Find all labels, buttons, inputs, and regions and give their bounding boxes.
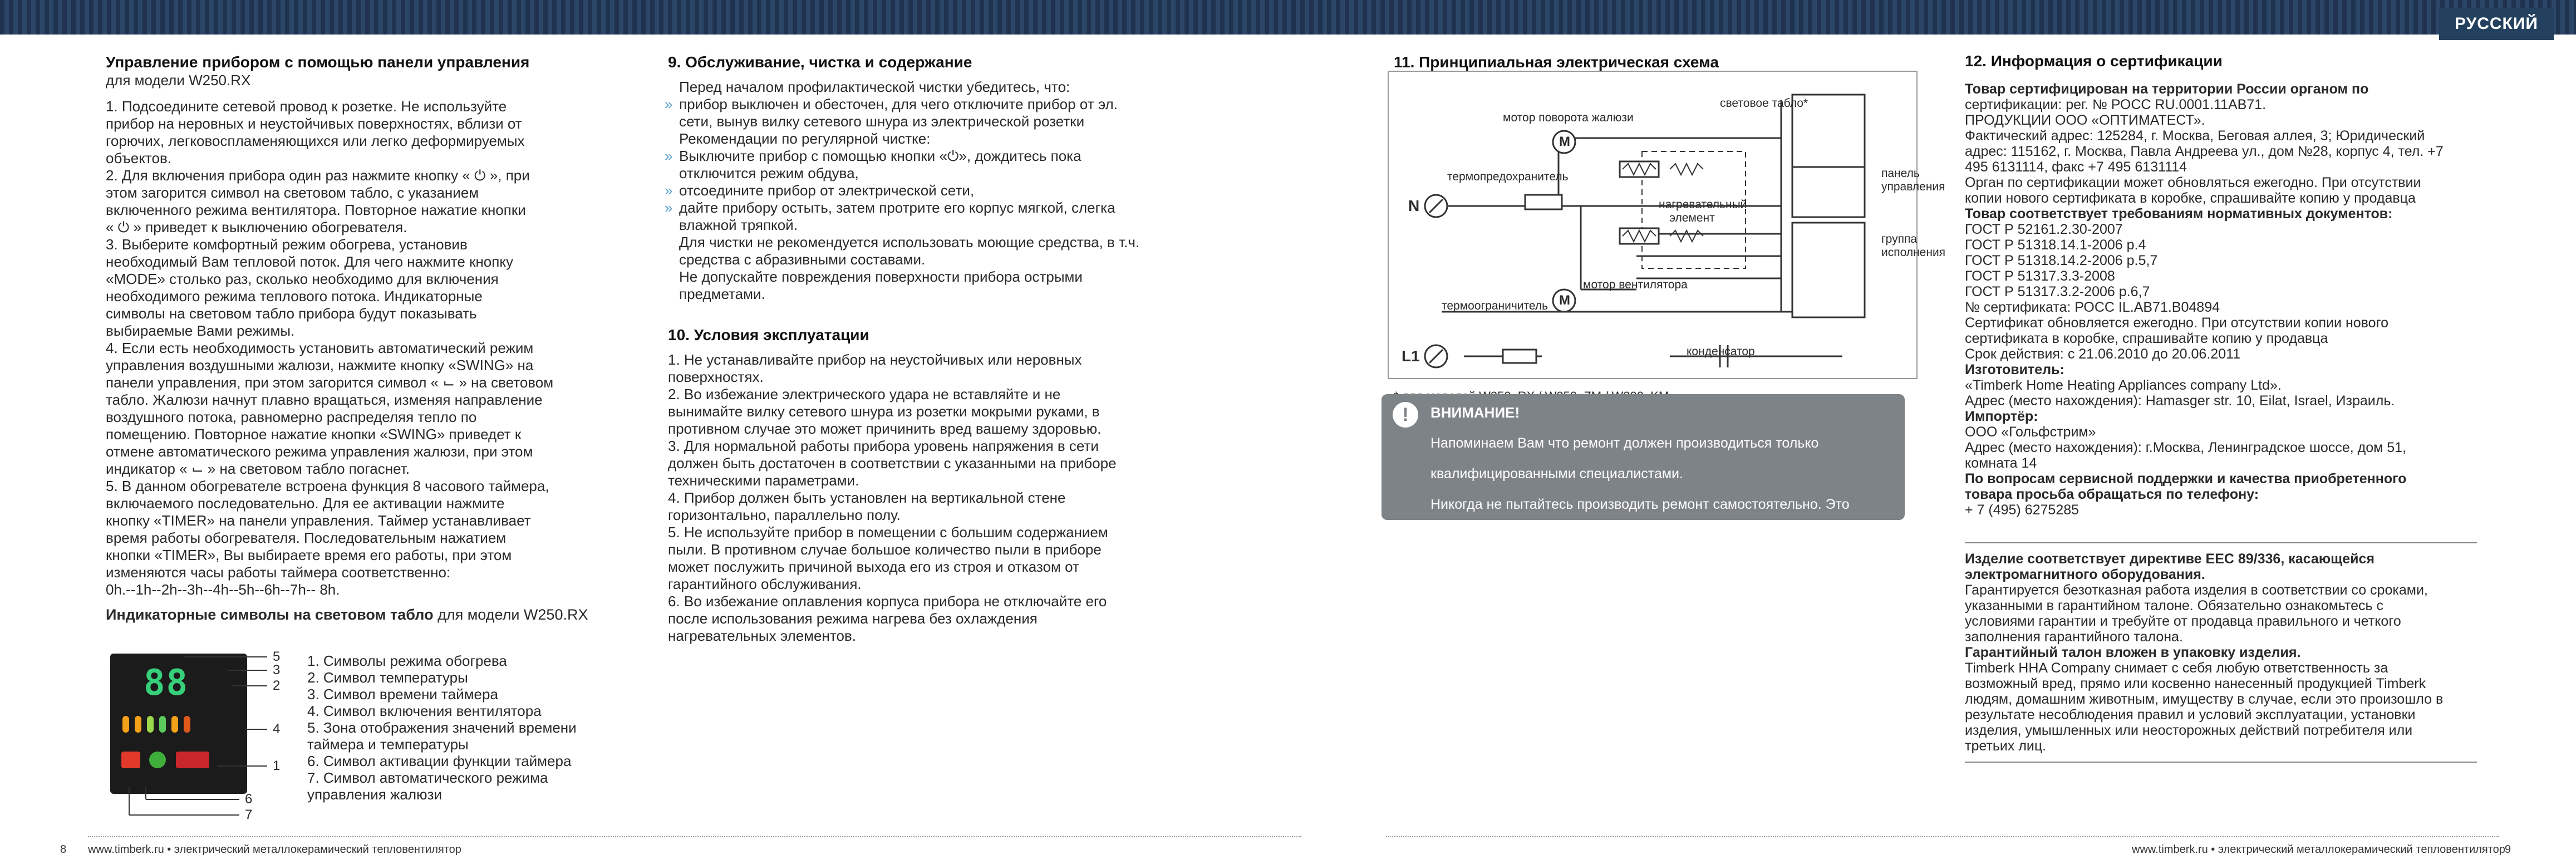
text-line: Адрес (место нахождения): г.Москва, Ленинградское шоссе, дом 51, <box>1965 440 2407 455</box>
text-line: включаемого последовательно. Для ее активации нажмите <box>106 495 505 512</box>
text-line: должен быть достаточен в соответствии с указанными на приборе <box>668 455 1117 472</box>
text-line: Адрес (место нахождения): Hamasger str. 10, Eilat, Israel, Израиль. <box>1965 393 2395 409</box>
text-line: + 7 (495) 6275285 <box>1965 502 2080 518</box>
text-line: комната 14 <box>1965 455 2037 471</box>
callout-4: 4 <box>273 721 281 737</box>
callout-5: 5 <box>273 649 281 664</box>
motor-letter: M <box>1559 293 1570 308</box>
maintenance-title: 9. Обслуживание, чистка и содержание <box>668 53 972 71</box>
text-line: 7. Символ автоматического режима <box>307 769 548 786</box>
text-line: отмене автоматического режима управления жалюзи, при этом <box>106 443 533 460</box>
text-line: Срок действия: с 21.06.2010 до 20.06.2011 <box>1965 346 2241 362</box>
text-line: средства с абразивными составами. <box>679 251 926 268</box>
text-line: выбираемые Вами режимы. <box>106 322 295 339</box>
text-line: » прибор выключен и обесточен, для чего отключите прибор от эл. <box>679 96 1180 113</box>
text-line: заполнения гарантийного талона. <box>1965 629 2183 645</box>
label-exec: группа исполнения <box>1881 233 1946 259</box>
text-line: 5. В данном обогревателе встроена функция 8 часового таймера, <box>106 478 549 494</box>
text-line: табло. Жалюзи начнут плавно вращаться, изменяя направление <box>106 391 543 408</box>
text-line: гарантийного обслуживания. <box>668 576 862 592</box>
callout-6: 6 <box>245 792 253 807</box>
text-line: 3. Для нормальной работы прибора уровень напряжения в сети <box>668 438 1099 454</box>
text-line: По вопросам сервисной поддержки и качества приобретенного <box>1965 471 2407 487</box>
text-line: условиями гарантии и требуйте от продавца правильного и четкого <box>1965 613 2401 629</box>
text-line: время работы обогревателя. Последовательным нажатием <box>106 529 507 546</box>
text-line: Товар соответствует требованиям нормативных документов: <box>1965 206 2393 222</box>
text-line: техническими параметрами. <box>668 472 859 489</box>
text-line: гарантийного обслуживания прибора. <box>1430 558 1675 573</box>
text-line: 0h.--1h--2h--3h--4h--5h--6h--7h-- 8h. <box>106 581 340 598</box>
text-line: квалифицированными специалистами. <box>1430 466 1683 482</box>
language-label: РУССКИЙ <box>2439 8 2554 40</box>
indicator-model: для модели W250.RX <box>437 606 588 623</box>
text-line: поверхностях. <box>668 369 764 385</box>
text-line: Изготовитель: <box>1965 362 2064 377</box>
label-fan-motor: мотор вентилятора <box>1583 278 1688 291</box>
text-line: может послужить причиной выхода его из строя и отказом от <box>668 558 1079 575</box>
page-number-left: 8 <box>60 843 67 856</box>
label-panel: панель управления <box>1881 167 1945 193</box>
text-line: горизонтально, параллельно полу. <box>668 507 901 523</box>
text-line: сети, вынув вилку сетевого шнура из электрической розетки <box>679 113 1085 130</box>
text-line: 2. Во избежание электрического удара не вставляйте и не <box>668 386 1061 402</box>
text-line: 4. Символ включения вентилятора <box>307 703 542 719</box>
text-line: может причинить вред вашему здоровью и повлиять на условия <box>1430 527 1848 543</box>
footer-text-right: www.timberk.ru • электрический металлокерамический тепловентилятор <box>2132 843 2505 856</box>
text-line: » дайте прибору остыть, затем протрите его корпус мягкой, слегка <box>679 199 1180 217</box>
text-line: индикатор « ⌙ » на световом табло погаснет. <box>106 460 410 477</box>
circuit-title: 11. Принципиальная электрическая схема <box>1394 53 1719 71</box>
text-line: Напоминаем Вам что ремонт должен производиться только <box>1430 435 1819 451</box>
label-heater: нагревательный элемент <box>1659 198 1747 224</box>
text-line: управления жалюзи <box>307 786 442 803</box>
text-line: противном случае это может причинить вред вашему здоровью. <box>668 420 1102 437</box>
warning-text <box>1430 435 1890 574</box>
text-line: адрес: 115162, г. Москва, Павла Андреева ул., дом №28, корпус 4, тел. +7 <box>1965 144 2444 159</box>
text-line: необходимого режима теплового потока. Индикаторные <box>106 288 483 305</box>
page-number-right: 9 <box>2505 843 2511 856</box>
text-line: Не допускайте повреждения поверхности прибора острыми <box>679 268 1083 285</box>
text-line: нагревательных элементов. <box>668 627 856 644</box>
callout-2: 2 <box>273 678 281 693</box>
text-line: панели управления, при этом загорится символ « ⌙ » на световом <box>106 374 554 391</box>
text-line: 4. Прибор должен быть установлен на вертикальной стене <box>668 489 1066 506</box>
text-line: указанными в гарантийном талоне. Обязательно ознакомьтесь с <box>1965 598 2383 613</box>
section-subtitle: для модели W250.RX <box>106 72 251 89</box>
text-line: 495 6131114, факс +7 495 6131114 <box>1965 159 2187 175</box>
warning-icon: ! <box>1393 402 1418 428</box>
label-thermo-limiter: термоограничитель <box>1442 300 1548 312</box>
text-line: 1. Символы режима обогрева <box>307 652 507 669</box>
footer-divider <box>1386 836 2499 837</box>
text-line: Рекомендации по регулярной чистке: <box>679 130 931 147</box>
text-line: сертификата в коробке, спрашивайте копию у продавца <box>1965 331 2328 346</box>
label-display: световое табло* <box>1720 97 1808 110</box>
text-line: 6. Символ активации функции таймера <box>307 753 572 769</box>
text-line: » отсоедините прибор от электрической сети, <box>679 182 1180 199</box>
text-line: ГОСТ Р 51317.3.2-2006 р.6,7 <box>1965 284 2150 300</box>
text-line: ПРОДУКЦИИ ООО «ОПТИМАТЕСТ». <box>1965 112 2205 128</box>
text-line: символы на световом табло прибора будут показывать <box>106 305 477 322</box>
text-line: ГОСТ Р 51318.14.2-2006 р.5,7 <box>1965 253 2158 268</box>
text-line: кнопку «TIMER» на панели управления. Таймер устанавливает <box>106 512 531 529</box>
text-line: Гарантируется безотказная работа изделия в соответствии со сроками, <box>1965 582 2428 598</box>
text-line: Товар сертифицирован на территории России органом по <box>1965 81 2369 97</box>
text-line: прибор на неровных и неустойчивых поверхностях, вблизи от <box>106 115 522 132</box>
label-louver-motor: мотор поворота жалюзи <box>1503 111 1634 124</box>
text-line: электромагнитного оборудования. <box>1965 567 2205 582</box>
text-line: включенного режима вентилятора. Повторное нажатие кнопки <box>106 202 526 218</box>
text-line: ГОСТ Р 51317.3.3-2008 <box>1965 268 2115 284</box>
text-line: ООО «Гольфстрим» <box>1965 424 2096 440</box>
label-phase: L1 <box>1402 347 1420 365</box>
cert-text <box>1965 81 2477 518</box>
text-line: Для чистки не рекомендуется использовать моющие средства, в т.ч. <box>679 234 1140 251</box>
text-line: 1. Подсоедините сетевой провод к розетке. Не используйте <box>106 98 507 115</box>
text-line: товара просьба обращаться по телефону: <box>1965 487 2259 502</box>
text-line: 4. Если есть необходимость установить автоматический режим <box>106 340 534 356</box>
divider <box>1965 762 2477 763</box>
operating-title: 10. Условия эксплуатации <box>668 326 869 343</box>
section-title: Управление прибором с помощью панели управления <box>106 53 530 71</box>
text-line: Перед началом профилактической чистки убедитесь, что: <box>679 78 1070 95</box>
callout-7: 7 <box>245 807 253 822</box>
cert-title: 12. Информация о сертификации <box>1965 52 2223 70</box>
indicator-title: Индикаторные символы на световом табло <box>106 606 434 623</box>
text-line: Импортёр: <box>1965 409 2038 424</box>
text-line: Фактический адрес: 125284, г. Москва, Беговая аллея, 3; Юридический <box>1965 128 2425 144</box>
text-line: кнопки «TIMER», Вы выбираете время его работы, при этом <box>106 547 512 563</box>
text-line: предметами. <box>679 286 765 302</box>
text-line: 3. Символ времени таймера <box>307 686 498 703</box>
certification-section <box>1965 53 2477 770</box>
text-line: изменяются часы работы таймера соответственно: <box>106 564 451 581</box>
text-line: Гарантийный талон вложен в упаковку изделия. <box>1965 645 2301 660</box>
text-line: «Timberk Home Heating Appliances company Ltd». <box>1965 377 2282 393</box>
text-line: пыли. В противном случае большое количество пыли в приборе <box>668 541 1102 558</box>
text-line: 5. Не используйте прибор в помещении с большим содержанием <box>668 524 1108 541</box>
text-line: 5. Зона отображения значений времени <box>307 719 577 736</box>
text-line: после использования режима нагрева без охлаждения <box>668 610 1038 627</box>
text-line: влажной тряпкой. <box>679 217 798 233</box>
text-line: 6. Во избежание оплавления корпуса прибора не отключайте его <box>668 593 1107 610</box>
text-line: результате несоблюдения правил и условий эксплуатации, установки <box>1965 707 2416 723</box>
text-line: объектов. <box>106 150 171 166</box>
temperature-digits: 88 <box>144 662 189 704</box>
text-line: Орган по сертификации может обновляться ежегодно. При отсутствии <box>1965 175 2421 190</box>
warning-title: ВНИМАНИЕ! <box>1430 404 1520 421</box>
callout-3: 3 <box>273 662 281 678</box>
text-line: » Выключите прибор с помощью кнопки «⏻», дождитесь пока <box>679 148 1180 165</box>
footer-divider <box>88 836 1301 837</box>
text-line: « ⏻ » приведет к выключению обогревателя. <box>106 219 407 235</box>
text-line: воздушного потока, равномерно распределяя тепло по <box>106 409 477 425</box>
text-line: 2. Для включения прибора один раз нажмите кнопку « ⏻ », при <box>106 167 530 184</box>
text-line: 1. Не устанавливайте прибор на неустойчивых или неровных <box>668 351 1082 368</box>
text-line: копии нового сертификата в коробке, спрашивайте копию у продавца <box>1965 190 2416 206</box>
motor-letter: M <box>1559 134 1570 149</box>
text-line: управления воздушными жалюзи, нажмите кнопку «SWING» на <box>106 357 534 374</box>
label-neutral: N <box>1408 197 1420 214</box>
text-line: Сертификат обновляется ежегодно. При отсутствии копии нового <box>1965 315 2389 331</box>
label-thermal-fuse: термопредохранитель <box>1447 170 1569 183</box>
footer-text-left: www.timberk.ru • электрический металлокерамический тепловентилятор <box>88 843 461 856</box>
callout-1: 1 <box>273 758 281 773</box>
text-line: необходимый Вам тепловой поток. Для чего нажмите кнопку <box>106 253 514 270</box>
text-line: 2. Символ температуры <box>307 669 468 686</box>
text-line: изделия, умышленных или неосторожных действий потребителя или <box>1965 723 2413 738</box>
text-line: отключится режим обдува, <box>679 165 859 181</box>
text-line: таймера и температуры <box>307 736 469 753</box>
text-line: Изделие соответствует директиве ЕЕС 89/336, касающейся <box>1965 551 2375 567</box>
text-line: «MODE» столько раз, сколько необходимо для включения <box>106 271 499 287</box>
text-line: Никогда не пытайтесь производить ремонт самостоятельно. Это <box>1430 497 1850 512</box>
text-line: третьих лиц. <box>1965 738 2047 754</box>
text-line: горючих, легковоспламеняющихся или легко деформируемых <box>106 132 525 149</box>
text-line: Timberk HHA Company снимает с себя любую ответственность за <box>1965 660 2388 676</box>
text-line: ГОСТ Р 52161.2.30-2007 <box>1965 222 2123 237</box>
text-line: 3. Выберите комфортный режим обогрева, установив <box>106 236 468 253</box>
warning-box <box>1382 394 1905 573</box>
text-line: этом загорится символ на световом табло, с указанием <box>106 184 479 201</box>
text-line: людям, домашним животным, имуществу в случае, если это произошло в <box>1965 691 2444 707</box>
label-capacitor: конденсатор <box>1687 345 1755 358</box>
divider <box>1965 542 2477 543</box>
text-line: помещению. Повторное нажатие кнопки «SWING» приведет к <box>106 426 522 443</box>
text-line: № сертификата: РОСС IL.АВ71.В04894 <box>1965 300 2220 315</box>
text-line: ГОСТ Р 51318.14.1-2006 р.4 <box>1965 237 2146 253</box>
warranty-text <box>1965 551 2477 754</box>
text-line: возможный вред, прямо или косвенно нанесенный продукцией Timberk <box>1965 676 2426 691</box>
text-line: сертификации: рег. № РОСС RU.0001.11АВ71. <box>1965 97 2267 112</box>
text-line: вынимайте вилку сетевого шнура из розетки мокрыми руками, в <box>668 403 1100 420</box>
